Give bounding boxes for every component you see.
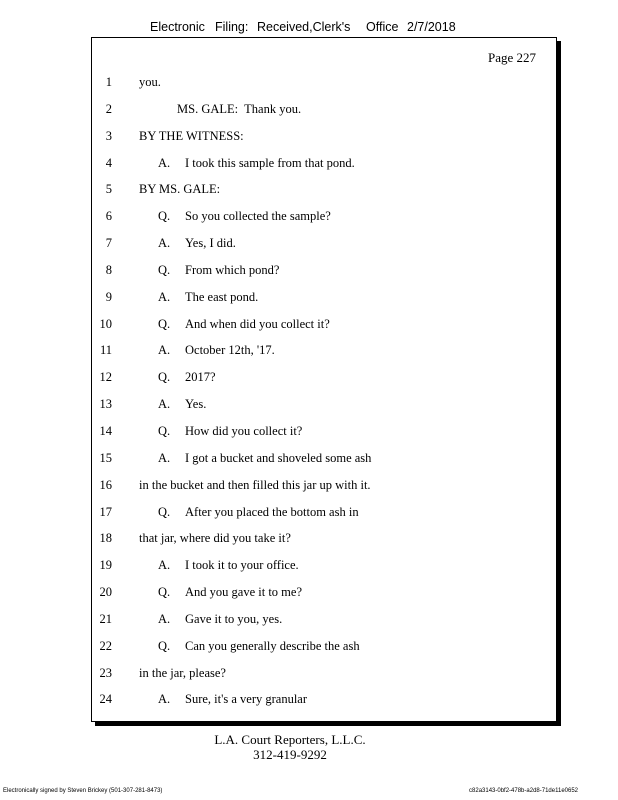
line-number: 11 xyxy=(99,343,112,358)
transcript-lines xyxy=(92,71,556,715)
filing-header xyxy=(0,20,618,36)
transcript-line xyxy=(92,527,556,554)
line-number: 24 xyxy=(99,692,112,707)
transcript-line xyxy=(92,152,556,179)
qa-text: Sure, it's a very granular xyxy=(185,692,308,707)
line-text: BY THE WITNESS: xyxy=(139,128,244,143)
line-number: 14 xyxy=(99,423,112,438)
qa-text: I took it to your office. xyxy=(185,558,299,573)
transcript-line xyxy=(92,98,556,125)
transcript-line xyxy=(92,339,556,366)
filing-header-filing: Filing: xyxy=(215,20,249,34)
page-number: Page 227 xyxy=(487,50,536,65)
qa-label: Q. xyxy=(158,316,171,331)
line-text xyxy=(158,424,546,439)
line-number: 21 xyxy=(99,611,112,626)
qa-label: A. xyxy=(158,611,171,626)
transcript-line xyxy=(92,313,556,340)
qa-label: Q. xyxy=(158,638,171,653)
filing-header-electronic: Electronic xyxy=(150,20,205,34)
line-number: 1 xyxy=(105,75,112,89)
line-number: 4 xyxy=(105,155,112,170)
qa-label: Q. xyxy=(158,585,171,600)
transcript-line xyxy=(92,662,556,689)
transcript-line xyxy=(92,688,556,715)
transcript-line xyxy=(92,125,556,152)
qa-label: A. xyxy=(158,236,171,251)
qa-text: How did you collect it? xyxy=(185,423,303,438)
qa-text: So you collected the sample? xyxy=(185,209,331,224)
line-text xyxy=(158,156,546,171)
qa-text: I got a bucket and shoveled some ash xyxy=(185,450,372,465)
transcript-line xyxy=(92,581,556,608)
qa-label: A. xyxy=(158,155,171,170)
signature-left: Electronically signed by Steven Brickey (501-307-281-8473) xyxy=(3,788,163,794)
line-number: 16 xyxy=(99,477,112,492)
transcript-line xyxy=(92,205,556,232)
qa-label: Q. xyxy=(158,209,171,224)
transcript-line xyxy=(92,232,556,259)
qa-text: The east pond. xyxy=(185,289,259,304)
qa-text: From which pond? xyxy=(185,262,280,277)
line-text xyxy=(158,370,546,385)
qa-text: Yes, I did. xyxy=(185,236,236,251)
line-text xyxy=(158,451,546,466)
line-number: 2 xyxy=(105,101,112,116)
line-number: 13 xyxy=(99,397,112,412)
qa-text: Yes. xyxy=(185,397,207,412)
line-text: in the jar, please? xyxy=(139,665,226,680)
signature-right: c82a3143-0bf2-478b-a2d8-71de11e0652 xyxy=(469,788,578,794)
qa-text: And when did you collect it? xyxy=(185,316,330,331)
transcript-line xyxy=(92,635,556,662)
qa-label: A. xyxy=(158,558,171,573)
qa-label: Q. xyxy=(158,370,171,385)
line-text xyxy=(158,612,546,627)
transcript-line xyxy=(92,393,556,420)
line-number: 23 xyxy=(99,665,112,680)
transcript-line xyxy=(92,366,556,393)
line-text xyxy=(158,209,546,224)
filing-header-received: Received,Clerk's xyxy=(257,20,351,34)
transcript-line xyxy=(92,71,556,98)
line-text: MS. GALE: Thank you. xyxy=(177,101,302,116)
qa-text: And you gave it to me? xyxy=(185,585,302,600)
qa-label: Q. xyxy=(158,423,171,438)
line-number: 10 xyxy=(99,316,112,331)
qa-label: A. xyxy=(158,397,171,412)
transcript-line xyxy=(92,554,556,581)
qa-text: October 12th, '17. xyxy=(185,343,275,358)
qa-text: Gave it to you, yes. xyxy=(185,611,283,626)
line-text xyxy=(158,558,546,573)
qa-label: A. xyxy=(158,450,171,465)
line-number: 7 xyxy=(105,236,112,251)
qa-text: 2017? xyxy=(185,370,216,385)
qa-label: A. xyxy=(158,343,171,358)
line-number: 15 xyxy=(99,450,112,465)
filing-header-date: 2/7/2018 xyxy=(407,20,456,34)
line-text xyxy=(158,505,546,520)
line-number: 6 xyxy=(105,209,112,224)
qa-text: Can you generally describe the ash xyxy=(185,638,360,653)
transcript-line xyxy=(92,608,556,635)
line-text xyxy=(158,397,546,412)
transcript-line xyxy=(92,286,556,313)
transcript-line xyxy=(92,501,556,528)
transcript-line xyxy=(92,447,556,474)
line-text: that jar, where did you take it? xyxy=(139,531,291,546)
line-number: 5 xyxy=(105,182,112,197)
line-text xyxy=(158,585,546,600)
line-text xyxy=(158,692,546,707)
transcript-line xyxy=(92,259,556,286)
qa-text: I took this sample from that pond. xyxy=(185,155,355,170)
transcript-line xyxy=(92,178,556,205)
transcript-line xyxy=(92,474,556,501)
footer-company: L.A. Court Reporters, L.L.C. xyxy=(214,732,366,747)
line-text xyxy=(158,639,546,654)
line-text xyxy=(158,290,546,305)
qa-label: Q. xyxy=(158,504,171,519)
qa-label: A. xyxy=(158,692,171,707)
line-number: 17 xyxy=(99,504,112,519)
transcript-page xyxy=(91,37,557,722)
filing-header-office: Office xyxy=(366,20,399,34)
line-text xyxy=(158,236,546,251)
qa-text: After you placed the bottom ash in xyxy=(185,504,359,519)
transcript-line xyxy=(92,420,556,447)
line-number: 22 xyxy=(99,638,112,653)
line-number: 3 xyxy=(105,128,112,143)
line-number: 18 xyxy=(99,531,112,546)
line-number: 9 xyxy=(105,289,112,304)
line-number: 12 xyxy=(99,370,112,385)
qa-label: Q. xyxy=(158,262,171,277)
line-number: 8 xyxy=(105,262,112,277)
line-text: BY MS. GALE: xyxy=(139,182,221,197)
line-text: you. xyxy=(139,75,161,89)
footer-phone: 312-419-9292 xyxy=(253,747,327,762)
line-number: 20 xyxy=(99,585,112,600)
qa-label: A. xyxy=(158,289,171,304)
line-text xyxy=(158,317,546,332)
line-text xyxy=(158,343,546,358)
line-number: 19 xyxy=(99,558,112,573)
line-text xyxy=(158,263,546,278)
line-text: in the bucket and then filled this jar up with it. xyxy=(139,477,371,492)
